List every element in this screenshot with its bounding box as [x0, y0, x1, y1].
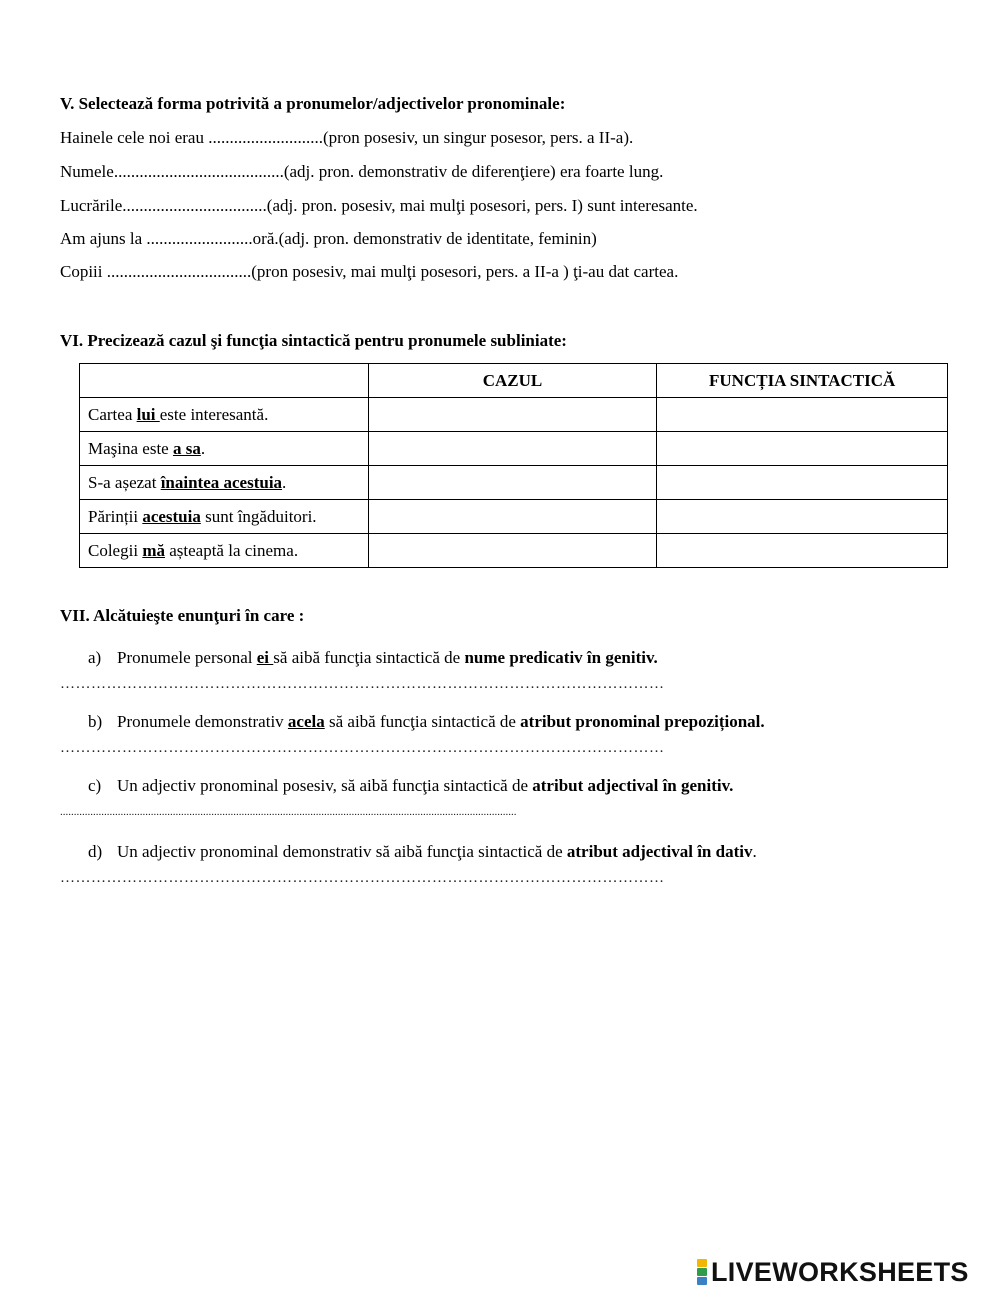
item-text: Un adjectiv pronominal demonstrativ să aibă funcţia sintactică de — [117, 842, 567, 861]
item-bold-text: atribut adjectival în dativ — [566, 842, 753, 861]
case-answer-cell[interactable] — [368, 432, 657, 466]
function-answer-cell[interactable] — [657, 398, 948, 432]
table-row — [80, 432, 948, 466]
function-answer-cell[interactable] — [657, 500, 948, 534]
logo-block-w — [697, 1268, 707, 1276]
logo-block-l — [697, 1259, 707, 1267]
sentence-text: Cartea — [88, 404, 137, 424]
sentence-text: . — [200, 438, 206, 458]
answer-line-d[interactable]: ……………………………………………………………………………………………………… — [60, 870, 665, 886]
table-row — [80, 534, 948, 568]
table-row — [80, 398, 948, 432]
case-answer-cell[interactable] — [368, 500, 657, 534]
item-label: c) — [88, 776, 102, 795]
item-text: . — [752, 842, 757, 861]
item-text: Pronumele demonstrativ — [117, 712, 288, 731]
case-answer-cell[interactable] — [368, 466, 657, 500]
underlined-pronoun: înaintea acestuia — [160, 472, 283, 492]
underlined-pronoun: acestuia — [142, 506, 201, 526]
underlined-pronoun: ei — [256, 648, 274, 667]
item-bold-text: nume predicativ în genitiv. — [464, 648, 658, 667]
item-label: a) — [88, 648, 102, 667]
section-v-line-2: Numele........................................(adj. pron. demonstrativ de diferenţiere) era foarte lung. — [60, 162, 664, 181]
item-label: b) — [88, 712, 103, 731]
underlined-pronoun: mă — [142, 540, 165, 560]
case-function-table — [79, 363, 948, 568]
section-v-line-5: Copiii ..................................(pron posesiv, mai mulţi posesori, pers. a II-a ) ţi-au dat cartea. — [60, 262, 679, 281]
item-text: să aibă funcţia sintactică de — [273, 648, 465, 667]
section-v-line-4: Am ajuns la .........................oră.(adj. pron. demonstrativ de identitate, feminin) — [60, 229, 597, 248]
sentence-text: Părinții — [88, 506, 143, 526]
function-answer-cell[interactable] — [657, 432, 948, 466]
underlined-pronoun: acela — [287, 712, 325, 731]
table-row — [80, 500, 948, 534]
sentence-text: Maşina este — [88, 438, 173, 458]
table-header-function: FUNCȚIA SINTACTICĂ — [657, 364, 948, 398]
table-header-empty — [80, 364, 369, 398]
table-header-row — [80, 364, 948, 398]
case-answer-cell[interactable] — [368, 534, 657, 568]
table-row-sentence — [80, 432, 369, 466]
exercise-item-d — [88, 842, 757, 862]
sentence-text: S-a așezat — [88, 472, 161, 492]
function-answer-cell[interactable] — [657, 534, 948, 568]
sentence-text: așteaptă la cinema. — [164, 540, 299, 560]
answer-line-b[interactable]: ……………………………………………………………………………………………………… — [60, 740, 665, 756]
item-text: Pronumele personal — [117, 648, 257, 667]
table-row-sentence — [80, 466, 369, 500]
item-text: Un adjectiv pronominal posesiv, să aibă funcţia sintactică de — [117, 776, 533, 795]
table-row-sentence — [80, 534, 369, 568]
sentence-text: Colegii — [88, 540, 143, 560]
logo-block-s — [697, 1277, 707, 1285]
table-row-sentence — [80, 500, 369, 534]
brand-name: LIVEWORKSHEETS — [711, 1256, 969, 1287]
exercise-item-c — [88, 776, 733, 796]
exercise-item-a — [88, 648, 658, 668]
item-bold-text: atribut adjectival în genitiv. — [532, 776, 734, 795]
item-text: să aibă funcţia sintactică de — [324, 712, 521, 731]
underlined-pronoun: a sa — [172, 438, 201, 458]
item-bold-text: atribut pronominal prepozițional. — [520, 712, 765, 731]
function-answer-cell[interactable] — [657, 466, 948, 500]
liveworksheets-brand — [697, 1257, 969, 1287]
answer-line-c[interactable]: ...................................................................................................................................................................... — [60, 806, 517, 818]
item-label: d) — [88, 842, 103, 861]
table-row — [80, 466, 948, 500]
section-v-heading: V. Selectează forma potrivită a pronumelor/adjectivelor pronominale: — [60, 94, 566, 113]
underlined-pronoun: lui — [136, 404, 160, 424]
case-answer-cell[interactable] — [368, 398, 657, 432]
sentence-text: sunt îngăduitori. — [200, 506, 317, 526]
section-vii-heading: VII. Alcătuieşte enunţuri în care : — [60, 606, 305, 625]
sentence-text: este interesantă. — [159, 404, 269, 424]
answer-line-a[interactable]: ……………………………………………………………………………………………………… — [60, 676, 665, 692]
table-row-sentence — [80, 398, 369, 432]
exercise-item-b — [88, 712, 765, 732]
section-vi-heading: VI. Precizează cazul şi funcţia sintactică pentru pronumele subliniate: — [60, 331, 567, 350]
liveworksheets-logo-icon — [697, 1259, 707, 1285]
table-header-case: CAZUL — [368, 364, 657, 398]
section-v-line-3: Lucrările..................................(adj. pron. posesiv, mai mulţi posesori, pers. I) sunt interesante. — [60, 196, 698, 215]
sentence-text: . — [282, 472, 287, 492]
section-v-line-1: Hainele cele noi erau ...........................(pron posesiv, un singur posesor, pers. a II-a). — [60, 128, 634, 147]
